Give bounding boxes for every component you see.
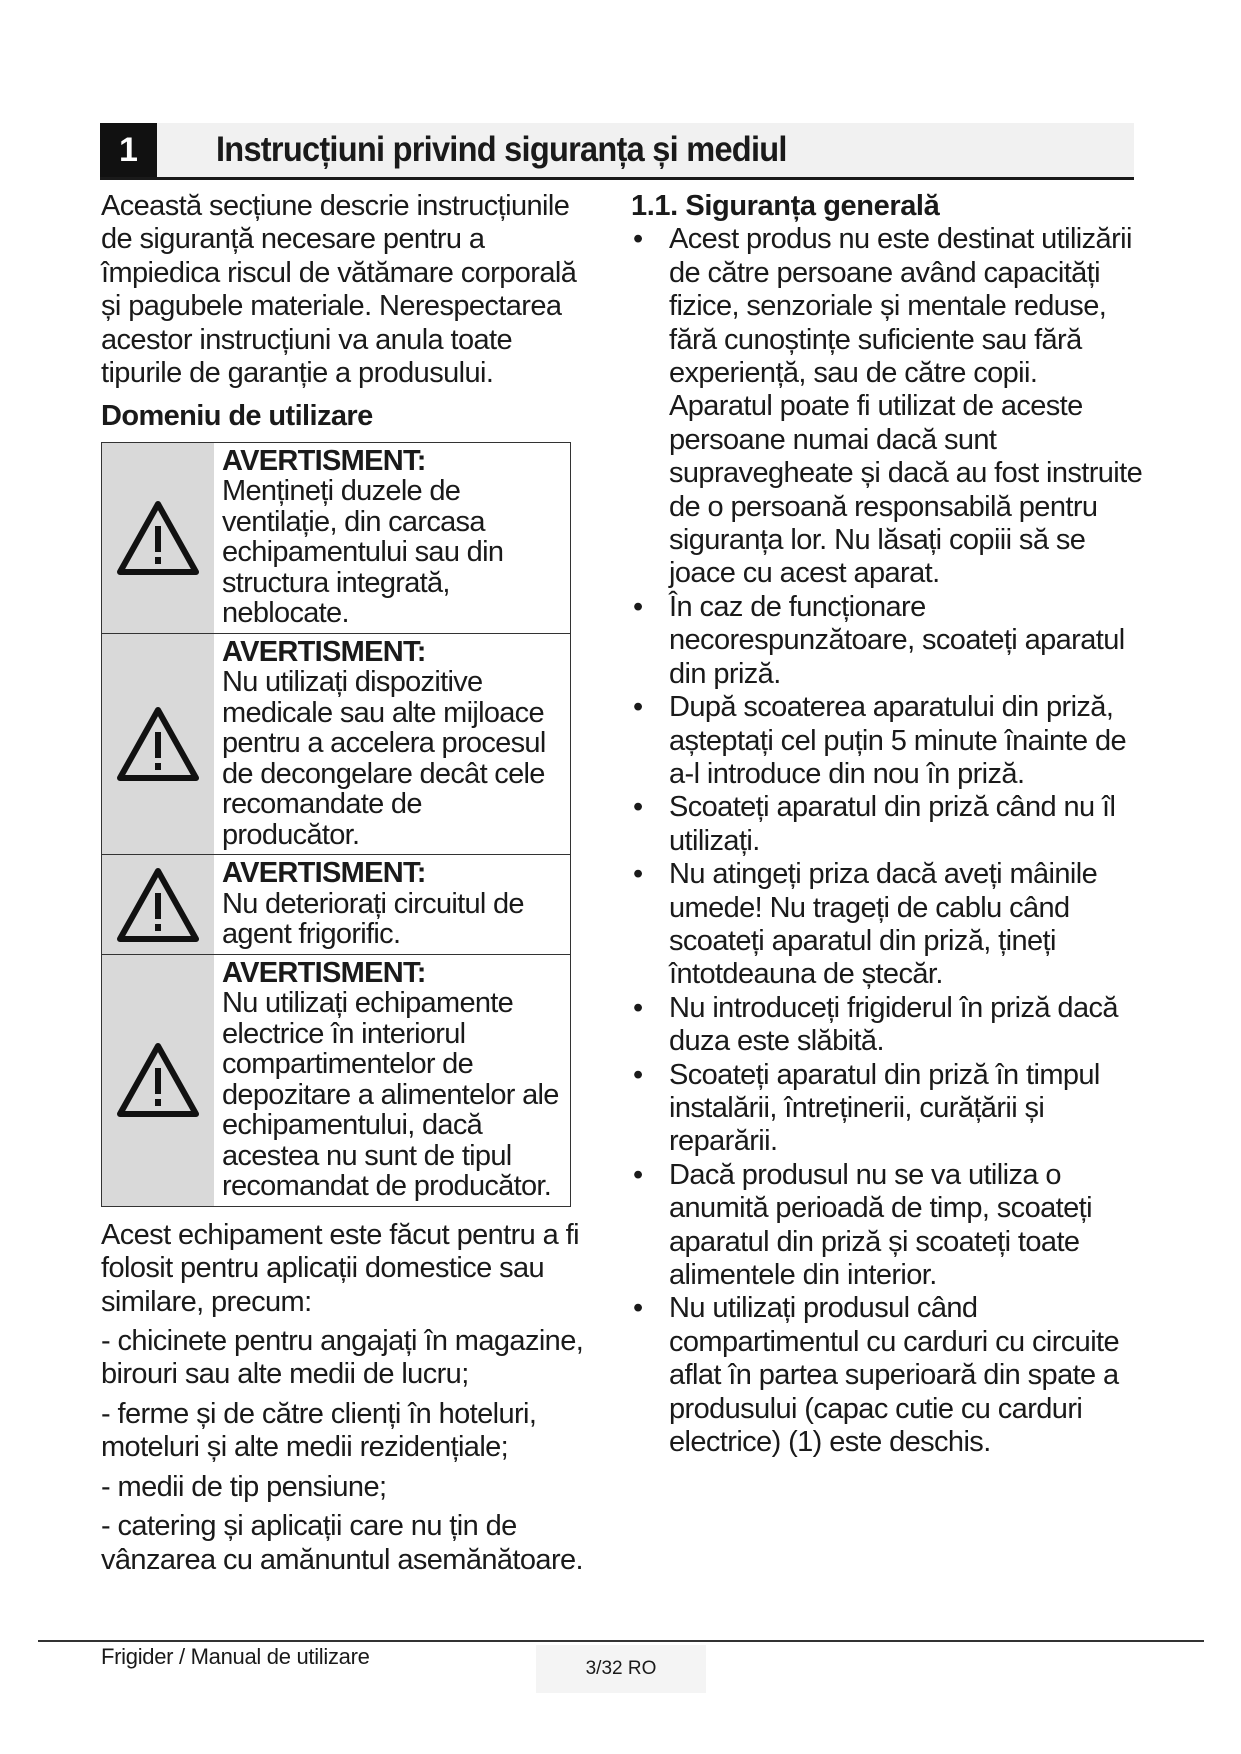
usage-item: - medii de tip pensiune; xyxy=(101,1470,387,1503)
page-number: 3/32 RO xyxy=(536,1645,706,1693)
chapter-number: 1 xyxy=(100,123,157,177)
list-item: • Nu atingeți priza dacă aveți mâinile umede! Nu trageți de cablu când scoateți aparatul din priză, țineți întotdeauna de ștecăr. xyxy=(631,858,1143,992)
warning-row xyxy=(102,855,570,955)
usage-item: - ferme și de către clienți în hoteluri, moteluri și alte medii rezidențiale; xyxy=(101,1397,537,1464)
section-title: 1.1. Siguranța generală xyxy=(631,190,940,222)
list-item: • Scoateți aparatul din priză în timpul instalării, întreținerii, curățării și reparării. xyxy=(631,1059,1143,1159)
list-item: • Nu introduceți frigiderul în priză dacă duza este slăbită. xyxy=(631,992,1143,1059)
right-column xyxy=(631,190,1143,1459)
safety-list xyxy=(631,223,1143,1459)
warning-triangle-icon xyxy=(102,855,214,954)
warning-text: Nu utilizați echipamente electrice în interiorul compartimentelor de depozitare a alimentelor ale echipamentului, dacă acestea nu sunt de tipul recomandat de producător. xyxy=(222,987,559,1203)
chapter-header xyxy=(100,123,1134,180)
warning-label: AVERTISMENT: xyxy=(222,857,426,890)
warning-label: AVERTISMENT: xyxy=(222,444,426,477)
usage-item: - chicinete pentru angajați în magazine, birouri sau alte medii de lucru; xyxy=(101,1325,584,1391)
list-item: • În caz de funcționare necorespunzătoare, scoateți aparatul din priză. xyxy=(631,591,1143,691)
list-item: • Scoateți aparatul din priză când nu îl utilizați. xyxy=(631,791,1143,858)
warning-text: Nu utilizați dispozitive medicale sau alte mijloace pentru a accelera procesul de decongelare decât cele recomandate de producător. xyxy=(222,666,546,851)
list-item: • Dacă produsul nu se va utiliza o anumită perioadă de timp, scoateți aparatul din priză și scoateți toate alimentele din interior. xyxy=(631,1159,1143,1293)
warning-triangle-icon xyxy=(102,634,214,855)
warning-label: AVERTISMENT: xyxy=(222,956,426,989)
warning-label: AVERTISMENT: xyxy=(222,635,426,668)
footer-document-title: Frigider / Manual de utilizare xyxy=(101,1644,370,1669)
warning-text: Mențineți duzele de ventilație, din carcasa echipamentului sau din structura integrată, neblocate. xyxy=(222,475,504,630)
footer-divider xyxy=(38,1640,1204,1642)
warning-table xyxy=(101,442,571,1207)
list-item: • Nu utilizați produsul când compartimentul cu carduri cu circuite aflat în partea superioară din spate a produsului (capac cutie cu carduri electrice) (1) este deschis. xyxy=(631,1292,1143,1459)
warning-triangle-icon xyxy=(102,443,214,633)
list-item: • Acest produs nu este destinat utilizării de către persoane având capacități fizice, senzoriale și mentale reduse, fără cunoștințe suficiente sau fără experiență, sau de către copii. Aparatul poate fi utilizat de aceste persoane numai dacă sunt supravegheate și dacă au fost instruite de o persoană responsabilă pentru siguranța lor. Nu lăsați copiii să se joace cu acest aparat. xyxy=(631,223,1143,590)
warning-row xyxy=(102,634,570,856)
warning-text: Nu deteriorați circuitul de agent frigorific. xyxy=(222,887,524,951)
list-item: • După scoaterea aparatului din priză, așteptați cel puțin 5 minute înainte de a-l introduce din nou în priză. xyxy=(631,691,1143,791)
warning-row xyxy=(102,955,570,1206)
usage-item: - catering și aplicații care nu țin de vânzarea cu amănuntul asemănătoare. xyxy=(101,1510,583,1576)
warning-row xyxy=(102,443,570,634)
domain-heading: Domeniu de utilizare xyxy=(101,400,373,433)
intro-paragraph: Această secțiune descrie instrucțiunile de siguranță necesare pentru a împiedica riscul de vătămare corporală și pagubele materiale. Nerespectarea acestor instrucțiuni va anula toate tipurile de garanție a produsului. xyxy=(101,190,577,390)
chapter-title: Instrucțiuni privind siguranța și mediul xyxy=(216,130,787,169)
left-column xyxy=(101,190,596,1583)
warning-triangle-icon xyxy=(102,955,214,1206)
usage-intro: Acest echipament este făcut pentru a fi folosit pentru aplicații domestice sau similare, precum: xyxy=(101,1218,579,1318)
